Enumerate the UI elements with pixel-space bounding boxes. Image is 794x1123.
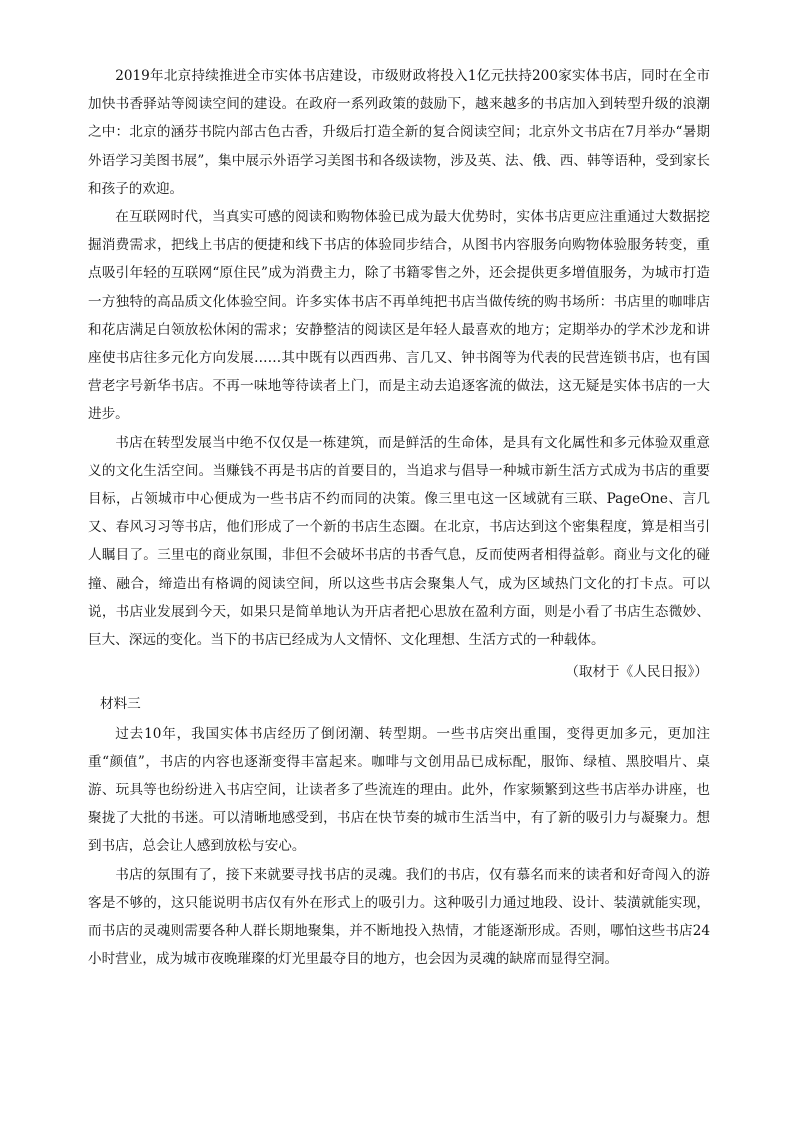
body-paragraph: 2019年北京持续推进全市实体书店建设，市级财政将投入1亿元扶持200家实体书店，同时在全市加快书香驿站等阅读空间的建设。在政府一系列政策的鼓励下，越来越多的书店加入到转型升级的浪潮之中：北京的涵芬书院内部古色古香，升级后打造全新的复合阅读空间；北京外文书店在7月举办“暑期外语学习美图书展”，集中展示外语学习美图书和各级读物，涉及英、法、俄、西、韩等语种，受到家长和孩子的欢迎。 xyxy=(88,68,710,197)
document-page xyxy=(88,62,710,974)
body-paragraph: 过去10年，我国实体书店经历了倒闭潮、转型期。一些书店突出重围，变得更加多元，更加注重“颜值”，书店的内容也逐渐变得丰富起来。咖啡与文创用品已成标配，服饰、绿植、黑胶唱片、桌游、玩具等也纷纷进入书店空间，让读者多了些流连的理由。此外，作家频繁到这些书店举办讲座，也聚拢了大批的书迷。可以清晰地感受到，书店在快节奏的城市生活当中，有了新的吸引力与凝聚力。想到书店，总会让人感到放松与安心。 xyxy=(88,725,710,855)
body-paragraph: 在互联网时代，当真实可感的阅读和购物体验已成为最大优势时，实体书店更应注重通过大数据挖掘消费需求，把线上书店的便捷和线下书店的体验同步结合，从图书内容服务向购物体验服务转变，重点吸引年轻的互联网“原住民”成为消费主力，除了书籍零售之外，还会提供更多增值服务，为城市打造一方独特的高品质文化体验空间。许多实体书店不再单纯把书店当做传统的购书场所：书店里的咖啡店和花店满足白领放松休闲的需求；安静整洁的阅读区是年轻人最喜欢的地方；定期举办的学术沙龙和讲座使书店往多元化方向发展……其中既有以西西弗、言几又、钟书阁等为代表的民营连锁书店，也有国营老字号新华书店。不再一味地等待读者上门，而是主动去追逐客流的做法，这无疑是实体书店的一大进步。 xyxy=(88,209,710,423)
section-heading: 材料三 xyxy=(100,696,141,713)
body-paragraph: 书店在转型发展当中绝不仅仅是一栋建筑，而是鲜活的生命体，是具有文化属性和多元体验双重意义的文化生活空间。当赚钱不再是书店的首要目的，当追求与倡导一种城市新生活方式成为书店的重要目标，占领城市中心便成为一些书店不约而同的决策。像三里屯这一区域就有三联、PageOne、言几又、春风习习等书店，他们形成了一个新的书店生态圈。在北京，书店达到这个密集程度，算是相当引人瞩目了。三里屯的商业氛围，非但不会破坏书店的书香气息，反而使两者相得益彰。商业与文化的碰撞、融合，缔造出有格调的阅读空间，所以这些书店会聚集人气，成为区域热门文化的打卡点。可以说，书店业发展到今天，如果只是简单地认为开店者把心思放在盈利方面，则是小看了书店生态微妙、巨大、深远的变化。当下的书店已经成为人文情怀、文化理想、生活方式的一种载体。 xyxy=(88,434,710,649)
body-paragraph: 书店的氛围有了，接下来就要寻找书店的灵魂。我们的书店，仅有慕名而来的读者和好奇闯入的游客是不够的，这只能说明书店仅有外在形式上的吸引力。这种吸引力通过地段、设计、装潢就能实现，而书店的灵魂则需要各种人群长期地聚集，并不断地投入热情，才能逐渐形成。否则，哪怕这些书店24小时营业，成为城市夜晚璀璨的灯光里最夺目的地方，也会因为灵魂的缺席而显得空洞。 xyxy=(88,866,710,968)
source-citation: （取材于《人民日报》） xyxy=(565,664,708,681)
